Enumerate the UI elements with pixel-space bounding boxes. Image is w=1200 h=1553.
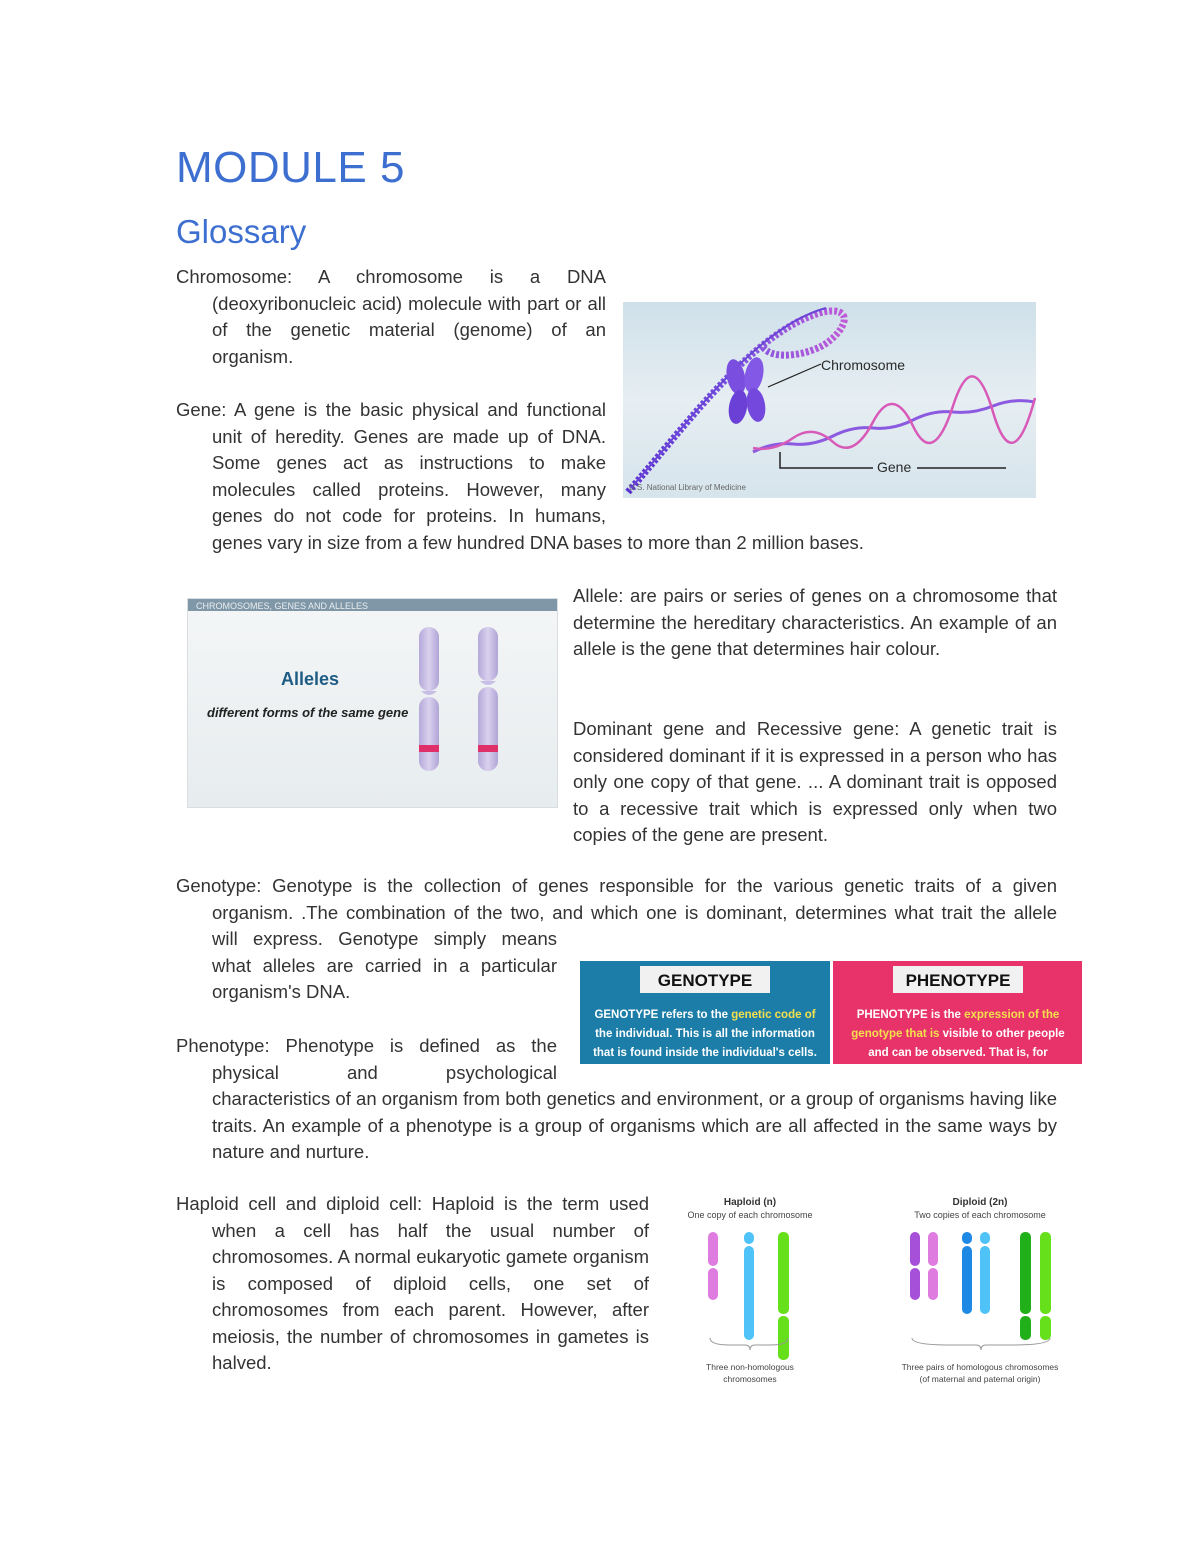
phenotype-title: PHENOTYPE	[905, 971, 1011, 990]
term-chromosome: Chromosome:	[176, 266, 293, 287]
diploid-caption-1: Three pairs of homologous chromosomes	[901, 1362, 1059, 1372]
page-title: MODULE 5	[176, 143, 405, 192]
svg-text:and can be observed. That is,: and can be observed. That is, for	[868, 1047, 1048, 1059]
section-heading-glossary: Glossary	[176, 213, 307, 250]
gene-lead: A gene is the basic physical and functional	[234, 399, 606, 420]
genotype-definition-rest: will express. Genotype simply means what alleles are carried in a particular organism's DNA.	[212, 928, 557, 1002]
term-gene: Gene:	[176, 399, 227, 420]
glossary-entry-phenotype	[176, 1033, 557, 1086]
alleles-figure	[187, 598, 558, 808]
glossary-entry-allele: Allele: are pairs or series of genes on a chromosome that determine the hereditary characteristics. An example of an allele is the gene that determines hair colour.	[573, 585, 1057, 659]
diploid-caption-2: (of maternal and paternal origin)	[919, 1374, 1041, 1384]
gene-definition: unit of heredity. Genes are made up of DNA. Some genes act as instructions to make molecules called proteins. However, many genes do not code for proteins. In humans,	[212, 425, 606, 526]
haploid-diploid-figure	[670, 1190, 1090, 1390]
phenotype-line2: physical and psychological	[212, 1061, 557, 1083]
haploid-caption-2: chromosomes	[723, 1374, 777, 1384]
phenotype-definition-rest: characteristics of an organism from both genetics and environment, or a group of organisms having like traits. An example of a phenotype is a group of organisms which are all affected in the same ways by nature and nurture.	[212, 1088, 1057, 1162]
haploid-title: Haploid (n)	[723, 1197, 777, 1208]
chromosome-lead: A chromosome is a DNA	[317, 266, 607, 287]
figure-credit: U.S. National Library of Medicine	[629, 483, 746, 492]
phenotype-lead: Phenotype: Phenotype is defined as the	[176, 1035, 557, 1056]
haploid-definition: when a cell has half the usual number of chromosomes. A normal eukaryotic gamete organism is composed of diploid cells, one set of chromosomes from each parent. However, after meiosis, the number of chromosomes in gametes is halved.	[212, 1219, 649, 1373]
alleles-heading: Alleles	[281, 669, 340, 689]
glossary-entry-chromosome	[176, 264, 606, 370]
chromosome-right	[478, 627, 498, 771]
genotype-title: GENOTYPE	[657, 971, 753, 990]
chromosome-gene-figure	[623, 302, 1036, 498]
label-chromosome: Chromosome	[821, 357, 906, 373]
glossary-entry-genotype	[176, 873, 1057, 926]
genotype-lead: Genotype: Genotype is the collection of genes responsible for the various genetic traits of a given	[176, 875, 1057, 896]
haploid-subtitle: One copy of each chromosome	[687, 1210, 813, 1220]
label-gene: Gene	[877, 459, 912, 475]
glossary-entry-gene	[176, 397, 606, 530]
alleles-caption: different forms of the same gene	[207, 705, 409, 720]
svg-text:GENOTYPE refers to the genetic: GENOTYPE refers to the genetic code of	[594, 1009, 816, 1021]
alleles-banner: CHROMOSOMES, GENES AND ALLELES	[196, 601, 369, 611]
svg-text:genotype that is visible to ot: genotype that is visible to other people	[851, 1028, 1065, 1040]
svg-text:that is found inside the indiv: that is found inside the individual's cells.	[593, 1047, 817, 1059]
haploid-lead: Haploid cell and diploid cell: Haploid is the term used	[176, 1193, 649, 1214]
diploid-subtitle: Two copies of each chromosome	[914, 1210, 1046, 1220]
genotype-line2: organism. .The combination of the two, and which one is dominant, determines what trait the allele	[212, 901, 1057, 923]
svg-text:PHENOTYPE is the expression of: PHENOTYPE is the expression of the	[856, 1009, 1060, 1021]
glossary-entry-dominant-recessive: Dominant gene and Recessive gene: A genetic trait is considered dominant if it is expressed in a person who has only one copy of that gene. ... A dominant trait is opposed to a recessive trait which is expressed only when two copies of the gene are present.	[573, 718, 1057, 845]
glossary-entry-haploid-diploid	[176, 1191, 649, 1377]
svg-text:the individual. This is all th: the individual. This is all the information	[595, 1028, 815, 1040]
genotype-phenotype-figure	[580, 961, 1082, 1064]
gene-definition-last-line: genes vary in size from a few hundred DNA bases to more than 2 million bases.	[212, 532, 864, 553]
diploid-title: Diploid (2n)	[952, 1197, 1008, 1208]
chromosome-definition: (deoxyribonucleic acid) molecule with part or all of the genetic material (genome) of an organism.	[212, 292, 606, 367]
haploid-caption-1: Three non-homologous	[706, 1362, 794, 1372]
